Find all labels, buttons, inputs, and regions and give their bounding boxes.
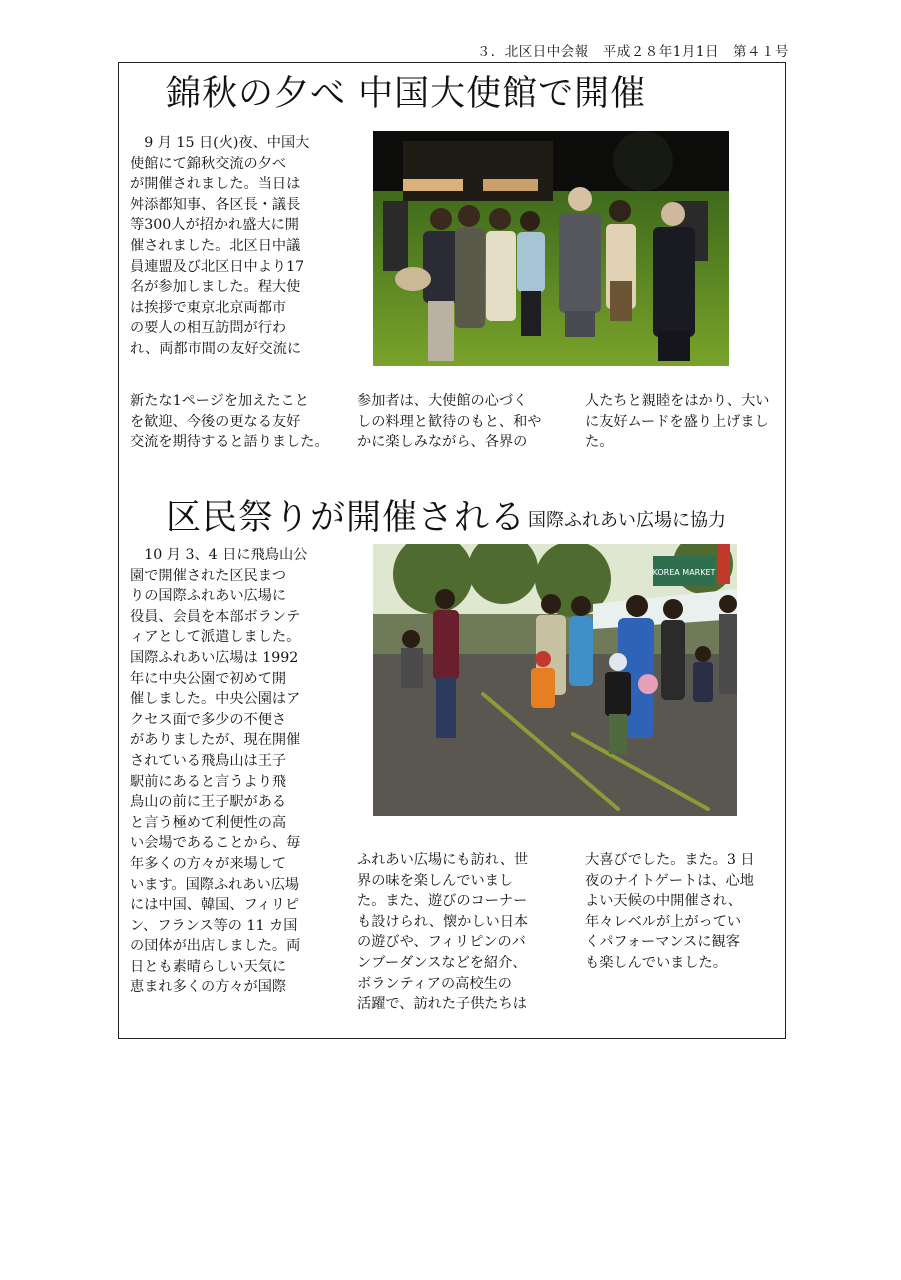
page-header: ３．北区日中会報 平成２８年1月1日 第４１号 <box>476 44 789 60</box>
festival-photo <box>373 544 737 816</box>
article1-body-bottom-1: 新たな1ページを加えたこと を歓迎、今後の更なる友好 交流を期待すると語りました。 <box>130 393 329 451</box>
festival-banner-text: KOREA MARKET <box>652 568 716 577</box>
article2-subtitle: 国際ふれあい広場に協力 <box>528 510 726 531</box>
article1-body-bottom-3: 人たちと親睦をはかり、大い に友好ムードを盛り上げまし た。 <box>585 393 770 451</box>
article1-body-left: 9 月 15 日(火)夜、中国大 使館にて錦秋交流の夕べ が開催されました。当日は 舛添都知事、各区長・議長 等300人が招かれ盛大に開 催されました。北区日中議 員連盟及び北区日中より17 名が参加しました。程大使 は挨拶で東京北京両都市 の要人の相互訪問が行わ れ、両都市間の友好交流に <box>130 135 310 357</box>
article1-body-bottom-2: 参加者は、大使館の心づく しの料理と歓待のもと、和や かに楽しみながら、各界の <box>357 393 542 451</box>
embassy-event-photo <box>373 131 729 366</box>
article1-title: 錦秋の夕べ 中国大使館で開催 <box>166 74 647 114</box>
article2-title: 区民祭りが開催される <box>166 498 527 538</box>
article2-body-left: 10 月 3、4 日に飛鳥山公 園で開催された区民まつ りの国際ふれあい広場に 役員、会員を本部ボランテ ィアとして派遣しました。 国際ふれあい広場は 1992 年に中央公園で初めて開 催しました。中央公園はア クセス面で多少の不便さ がありましたが、現在開催 されている飛鳥山は王子 駅前にあると言うより飛 鳥山の前に王子駅がある と言う極めて利便性の高 い会場であることから、毎 年多くの方々が来場して います。国際ふれあい広場 には中国、韓国、フィリピ ン、フランス等の 11 カ国 の団体が出店しました。両 日とも素晴らしい天気に 恵まれ多くの方々が国際 <box>130 547 308 996</box>
article2-body-mid: ふれあい広場にも訪れ、世 界の味を楽しんでいまし た。また、遊びのコーナー も設けられ、懐かしい日本 の遊びや、フィリピンのバ ンブーダンスなどを紹介、 ボランティアの高校生の 活躍で、訪れた子供たちは <box>357 852 529 1013</box>
article2-body-right: 大喜びでした。また。3 日 夜のナイトゲートは、心地 よい天候の中開催され、 年々レベルが上がってい くパフォーマンスに観客 も楽しんでいました。 <box>585 852 755 971</box>
